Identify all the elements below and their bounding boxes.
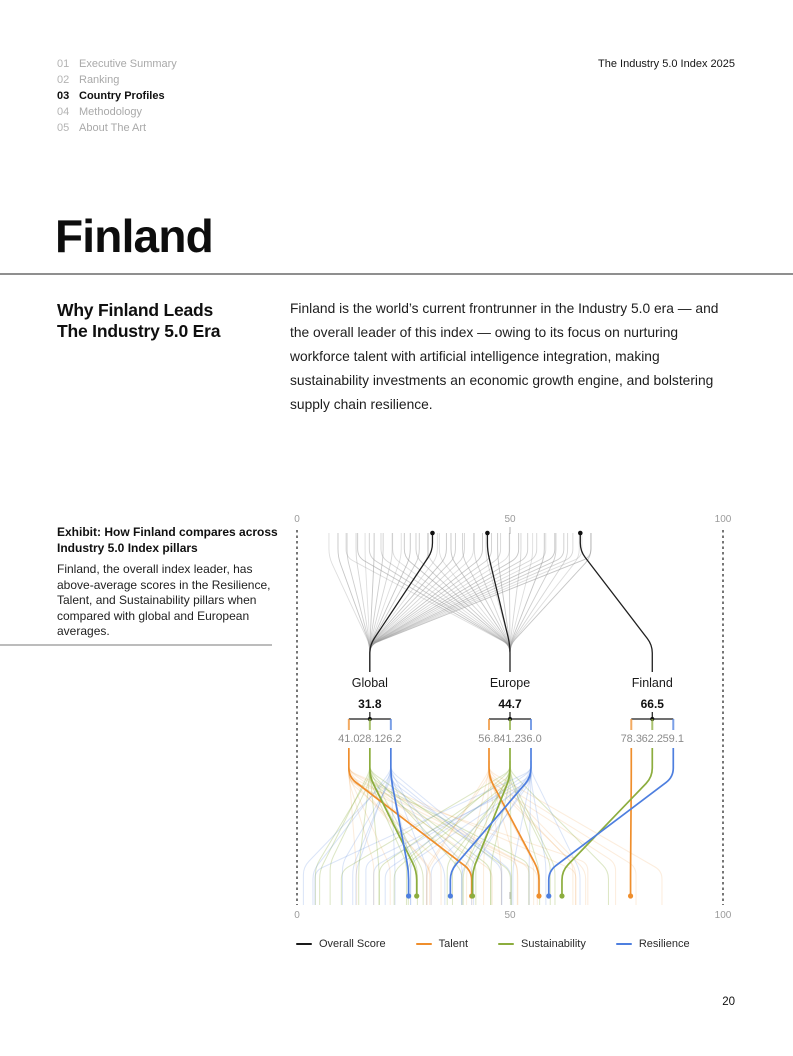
toc-number: 03 [57, 90, 70, 102]
table-of-contents [57, 56, 177, 136]
svg-text:Global: Global [351, 676, 388, 690]
toc-label: Ranking [79, 74, 120, 86]
svg-text:41.2: 41.2 [499, 733, 521, 745]
legend-item-overall-score [296, 938, 386, 950]
chart-svg [285, 505, 745, 927]
toc-item-country-profiles[interactable] [57, 88, 177, 104]
exhibit-title: Exhibit: How Finland compares across Industry 5.0 Index pillars [57, 525, 278, 555]
intro-paragraph: Finland is the world’s current frontrunner in the Industry 5.0 era — and the overall leader of this index — owing to its focus on nurturing workforce talent with artificial intelligence integration, making sustainability investments an economic growth engine, and bolstering supply chain resilience. [290, 301, 719, 412]
legend-label: Overall Score [319, 938, 386, 950]
svg-text:0: 0 [294, 514, 300, 525]
svg-text:59.1: 59.1 [662, 733, 684, 745]
page-title: Finland [55, 210, 213, 262]
svg-text:26.2: 26.2 [380, 733, 402, 745]
toc-label: About The Art [79, 122, 147, 134]
svg-text:100: 100 [714, 910, 732, 921]
chart-legend [296, 938, 690, 950]
svg-text:66.5: 66.5 [640, 697, 664, 711]
svg-text:41.0: 41.0 [338, 733, 360, 745]
exhibit-block [57, 525, 279, 640]
section-heading [57, 300, 220, 342]
toc-label: Executive Summary [79, 58, 177, 70]
toc-number: 05 [57, 122, 70, 134]
svg-text:50: 50 [504, 910, 516, 921]
svg-text:28.1: 28.1 [359, 733, 381, 745]
svg-text:50: 50 [504, 514, 516, 525]
svg-text:62.2: 62.2 [641, 733, 663, 745]
svg-text:44.7: 44.7 [498, 697, 522, 711]
section-heading-line2: The Industry 5.0 Era [57, 321, 221, 341]
legend-label: Sustainability [521, 938, 586, 950]
legend-item-sustainability [498, 938, 586, 950]
pillar-comparison-chart [285, 505, 745, 927]
overall-score-line-icon [296, 943, 312, 945]
divider-full-width [0, 273, 793, 275]
svg-text:Europe: Europe [489, 676, 531, 690]
svg-text:78.3: 78.3 [620, 733, 642, 745]
toc-number: 02 [57, 74, 70, 86]
svg-text:Finland: Finland [631, 676, 673, 690]
resilience-line-icon [616, 943, 632, 945]
divider-left-column [0, 644, 272, 646]
toc-number: 04 [57, 106, 70, 118]
sustainability-line-icon [498, 943, 514, 945]
page-number: 20 [722, 996, 735, 1008]
legend-item-talent [416, 938, 468, 950]
toc-item-methodology[interactable] [57, 104, 177, 120]
toc-label: Country Profiles [79, 90, 165, 102]
svg-text:31.8: 31.8 [358, 697, 382, 711]
svg-text:56.8: 56.8 [478, 733, 500, 745]
report-title-header: The Industry 5.0 Index 2025 [598, 58, 735, 70]
legend-item-resilience [616, 938, 690, 950]
toc-item-executive-summary[interactable] [57, 56, 177, 72]
svg-text:36.0: 36.0 [520, 733, 542, 745]
toc-item-ranking[interactable] [57, 72, 177, 88]
toc-number: 01 [57, 58, 70, 70]
legend-label: Talent [438, 938, 468, 950]
legend-label: Resilience [638, 938, 690, 950]
toc-label: Methodology [79, 106, 142, 118]
talent-line-icon [416, 943, 432, 945]
exhibit-caption: Finland, the overall index leader, has above-average scores in the Resilience, Talent, and Sustainability pillars when compared with global and European averages. [57, 562, 271, 638]
section-heading-line1: Why Finland Leads [57, 300, 214, 320]
svg-text:0: 0 [294, 910, 300, 921]
svg-text:100: 100 [714, 514, 732, 525]
toc-item-about-the-art[interactable] [57, 120, 177, 136]
